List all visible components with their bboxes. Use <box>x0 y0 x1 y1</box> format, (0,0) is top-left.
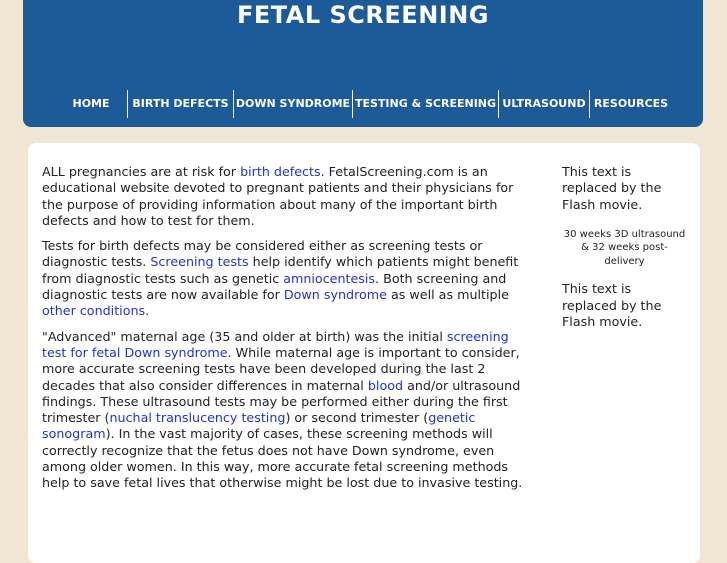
site-header <box>23 0 703 127</box>
blood-link[interactable]: blood <box>367 377 404 393</box>
text: . FetalScreening.com is an educational website devoted to pregnant patients and their physicians for the purpose of providing information about many of the important birth defects and how to test for them. <box>42 164 514 228</box>
genetic-sonogram-link[interactable]: genetic sonogram <box>42 410 476 442</box>
text: and/or ultrasound findings. These ultrasound tests may be performed either during the first trimester ( <box>42 377 521 426</box>
nav-ultrasound[interactable]: ULTRASOUND <box>502 97 586 110</box>
flash-placeholder-2: This text is replaced by the Flash movie. <box>562 281 662 329</box>
text: ). In the vast majority of cases, these screening methods will correctly recognize that the fetus does not have Down syndrome, even among older women. In this way, more accurate fetal screening methods help to save fetal lives that otherwise might be lost due to invasive testing. <box>42 426 523 491</box>
nuchal-translucency-link[interactable]: nuchal translucency testing <box>109 410 286 426</box>
nav-birth-defects[interactable]: BIRTH DEFECTS <box>132 97 229 110</box>
amniocentesis-link[interactable]: amniocentesis <box>283 270 376 286</box>
main-nav <box>23 90 703 118</box>
ultrasound-caption: 30 weeks 3D ultrasound & 32 weeks post-delivery <box>563 228 686 267</box>
nav-testing-screening[interactable]: TESTING & SCREENING <box>354 97 497 110</box>
text: "Advanced" maternal age (35 and older at birth) was the initial <box>42 328 447 344</box>
flash-placeholder-1: This text is replaced by the Flash movie. <box>562 164 662 212</box>
screening-test-down-syndrome-link[interactable]: screening test for fetal Down syndrome <box>42 328 509 360</box>
text: Tests for birth defects may be considered either as screening tests or diagnostic tests. <box>42 238 483 270</box>
nav-home[interactable]: HOME <box>72 97 110 110</box>
down-syndrome-link[interactable]: Down syndrome <box>283 287 387 303</box>
text: . While maternal age is important to consider, more accurate screening tests have been developed during the last 2 decades that also consider differences in maternal <box>42 344 520 393</box>
content-panel <box>28 143 700 563</box>
main-article <box>42 164 534 501</box>
maternal-age-paragraph <box>42 329 534 492</box>
nav-down-syndrome[interactable]: DOWN SYNDROME <box>235 97 351 110</box>
text: help identify which patients might benefit from diagnostic tests such as genetic <box>42 254 519 286</box>
text: ) or second trimester ( <box>285 410 429 426</box>
nav-resources[interactable]: RESOURCES <box>593 97 669 110</box>
text: ALL pregnancies are at risk for <box>42 164 241 179</box>
intro-paragraph <box>42 164 534 229</box>
screening-tests-link[interactable]: Screening tests <box>150 254 249 270</box>
tests-paragraph <box>42 238 534 319</box>
other-conditions-link[interactable]: other conditions <box>42 303 146 319</box>
text: . Both screening and diagnostic tests are now available for <box>42 270 507 303</box>
text: as well as multiple <box>386 287 509 303</box>
text: . <box>145 303 150 319</box>
sidebar <box>562 164 687 330</box>
birth-defects-link[interactable]: birth defects <box>240 164 321 179</box>
site-title: FETAL SCREENING <box>237 1 489 29</box>
